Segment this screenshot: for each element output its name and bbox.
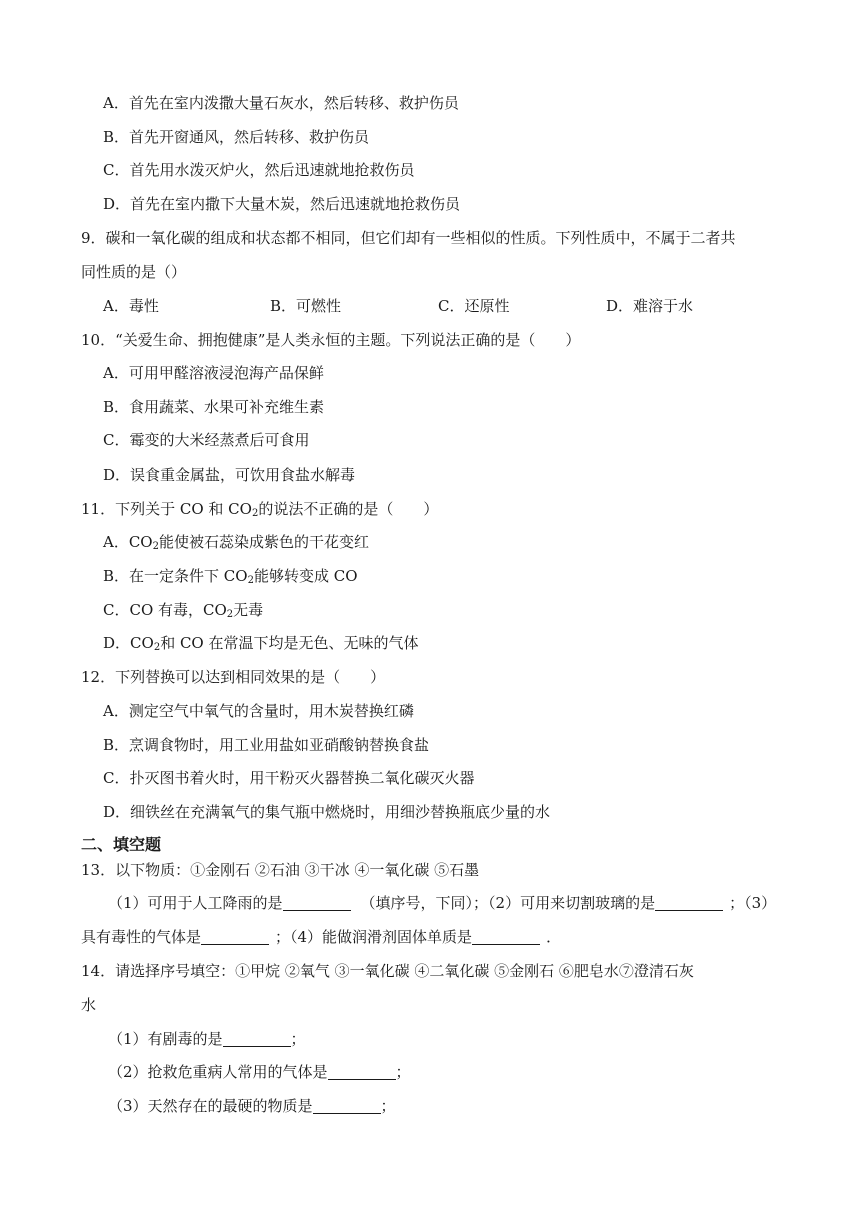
q8-option-b: B．首先开窗通风，然后转移、救护伤员 [103,128,370,146]
q12-option-b: B．烹调食物时，用工业用盐如亚硝酸钠替换食盐 [103,736,430,754]
q10-option-a: A．可用甲醛溶液浸泡海产品保鲜 [103,364,324,382]
q10-option-c: C．霉变的大米经蒸煮后可食用 [103,431,310,449]
q13-stem: 13．以下物质：①金刚石 ②石油 ③干冰 ④一氧化碳 ⑤石墨 [81,861,480,879]
q14-blank-3[interactable] [313,1097,381,1114]
q13-line2: 具有毒性的气体是 ；（4）能做润滑剂固体单质是 ． [81,928,562,946]
section-heading-fill-in: 二、填空题 [81,835,162,854]
q14-stem-line1: 14．请选择序号填空：①甲烷 ②氧气 ③一氧化碳 ④二氧化碳 ⑤金刚石 ⑥肥皂水⑦澄清石灰 [81,962,694,980]
q13-blank-1[interactable] [283,894,351,911]
q14-sub3: （3）天然存在的最硬的物质是 ； [108,1097,396,1115]
q10-stem: 10．“关爱生命、拥抱健康”是人类永恒的主题。下列说法正确的是（ ） [81,331,581,349]
q14-sub1: （1）有剧毒的是 ； [108,1030,306,1048]
q10-option-b: B．食用蔬菜、水果可补充维生素 [103,398,325,416]
q13-blank-2[interactable] [655,894,723,911]
q12-stem: 12．下列替换可以达到相同效果的是（ ） [81,668,386,686]
q14-blank-2[interactable] [328,1063,396,1080]
q8-option-d: D．首先在室内撒下大量木炭，然后迅速就地抢救伤员 [103,195,461,213]
q9-option-c: C．还原性 [438,297,510,315]
q14-sub2: （2）抢救危重病人常用的气体是 ； [108,1063,411,1081]
q10-option-d: D．误食重金属盐，可饮用食盐水解毒 [103,466,356,484]
q12-option-c: C．扑灭图书着火时，用干粉灭火器替换二氧化碳灭火器 [103,769,475,787]
q11-option-c: C．CO 有毒，$CO_2$无毒 [103,601,264,620]
q14-stem-line2: 水 [81,996,97,1014]
q13-blank-3[interactable] [201,928,269,945]
q9-option-b: B．可燃性 [270,297,342,315]
q13-line1: （1）可用于人工降雨的是 （填序号，下同）；（2）可用来切割玻璃的是 ；（3） [108,894,777,912]
q8-option-c: C．首先用水泼灭炉火，然后迅速就地抢救伤员 [103,161,415,179]
q11-option-d: D．$CO_2$和 CO 在常温下均是无色、无味的气体 [103,634,419,653]
q8-option-a: A．首先在室内泼撒大量石灰水，然后转移、救护伤员 [103,94,459,112]
q11-option-a: A．$CO_2$能使被石蕊染成紫色的干花变红 [103,533,369,552]
q14-blank-1[interactable] [223,1030,291,1047]
q9-stem-line1: 9．碳和一氧化碳的组成和状态都不相同，但它们却有一些相似的性质。下列性质中，不属于二者共 [81,229,736,247]
q9-stem-line2: 同性质的是（） [81,263,187,281]
q11-stem: 11．下列关于 CO 和 $CO_2$的说法不正确的是（ ） [81,500,439,519]
q13-blank-4[interactable] [472,928,540,945]
q9-option-a: A．毒性 [103,297,159,315]
q9-option-d: D．难溶于水 [606,297,694,315]
q11-option-b: B．在一定条件下 $CO_2$能够转变成 CO [103,567,358,586]
q12-option-a: A．测定空气中氧气的含量时，用木炭替换红磷 [103,702,414,720]
q9-options [0,296,860,316]
q12-option-d: D．细铁丝在充满氧气的集气瓶中燃烧时，用细沙替换瓶底少量的水 [103,803,551,821]
